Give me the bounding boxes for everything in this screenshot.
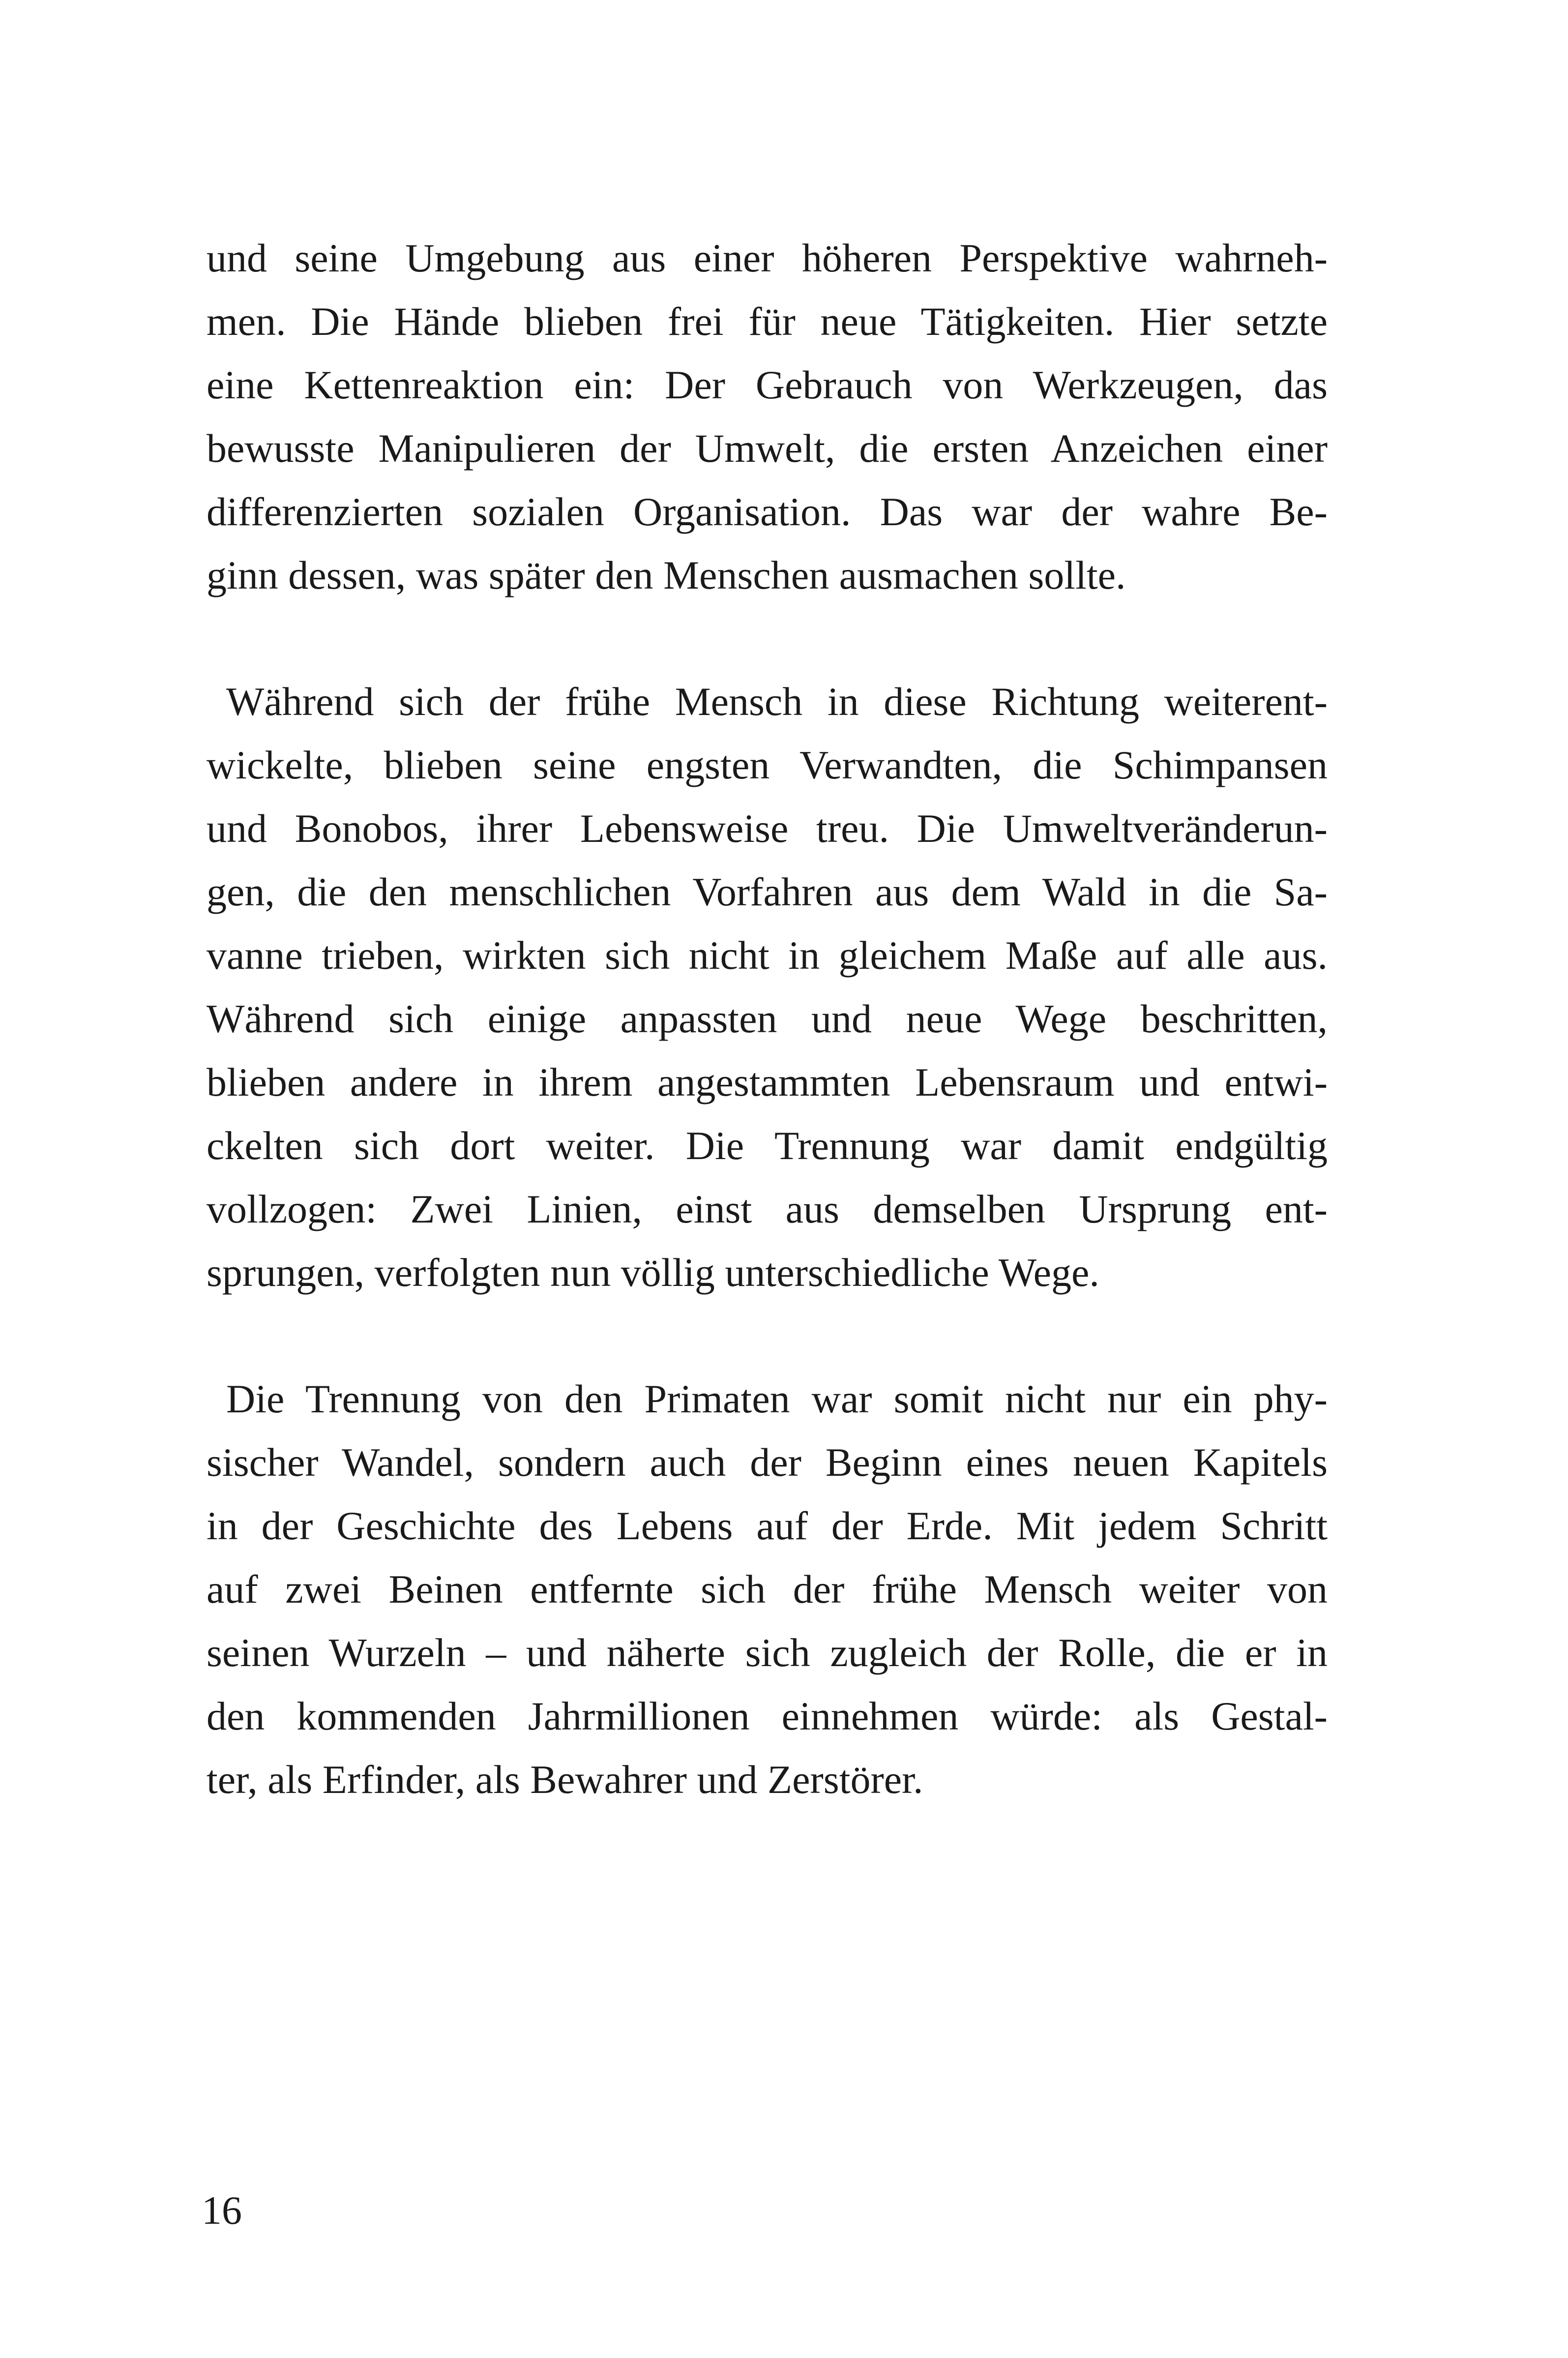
text-line: wickelte, blieben seine engsten Verwandten, die Schimpansen [207, 743, 1328, 787]
text-line: bewusste Manipulieren der Umwelt, die ersten Anzeichen einer [207, 426, 1328, 471]
text-line: ginn dessen, was später den Menschen ausmachen sollte. [207, 553, 1126, 597]
text-line: Während sich einige anpassten und neue Wege beschritten, [207, 996, 1328, 1041]
text-line: ckelten sich dort weiter. Die Trennung war damit endgültig [207, 1123, 1328, 1168]
text-line: vollzogen: Zwei Linien, einst aus demselben Ursprung ent- [207, 1187, 1328, 1231]
text-line: und seine Umgebung aus einer höheren Perspektive wahrneh- [207, 236, 1328, 280]
text-line: in der Geschichte des Lebens auf der Erde. Mit jedem Schritt [207, 1503, 1328, 1548]
text-line: men. Die Hände blieben frei für neue Tätigkeiten. Hier setzte [207, 299, 1328, 344]
text-line: vanne trieben, wirkten sich nicht in gleichem Maße auf alle aus. [207, 933, 1328, 978]
text-line: und Bonobos, ihrer Lebensweise treu. Die Umweltveränderun- [207, 806, 1328, 851]
text-line: ter, als Erfinder, als Bewahrer und Zerstörer. [207, 1757, 923, 1802]
text-line: seinen Wurzeln – und näherte sich zugleich der Rolle, die er in [207, 1630, 1328, 1675]
text-line: Die Trennung von den Primaten war somit nicht nur ein phy- [226, 1376, 1328, 1421]
text-line: differenzierten sozialen Organisation. Das war der wahre Be- [207, 489, 1328, 534]
text-line: eine Kettenreaktion ein: Der Gebrauch von Werkzeugen, das [207, 362, 1328, 407]
text-line: blieben andere in ihrem angestammten Lebensraum und entwi- [207, 1060, 1328, 1104]
text-line: gen, die den menschlichen Vorfahren aus dem Wald in die Sa- [207, 869, 1328, 914]
page-number: 16 [202, 2188, 242, 2233]
text-line: Während sich der frühe Mensch in diese Richtung weiterent- [226, 679, 1328, 724]
text-line: den kommenden Jahrmillionen einnehmen würde: als Gestal- [207, 1694, 1328, 1738]
text-line: auf zwei Beinen entfernte sich der frühe Mensch weiter von [207, 1567, 1328, 1612]
text-line: sprungen, verfolgten nun völlig unterschiedliche Wege. [207, 1250, 1099, 1295]
text-line: sischer Wandel, sondern auch der Beginn eines neuen Kapitels [207, 1440, 1328, 1485]
